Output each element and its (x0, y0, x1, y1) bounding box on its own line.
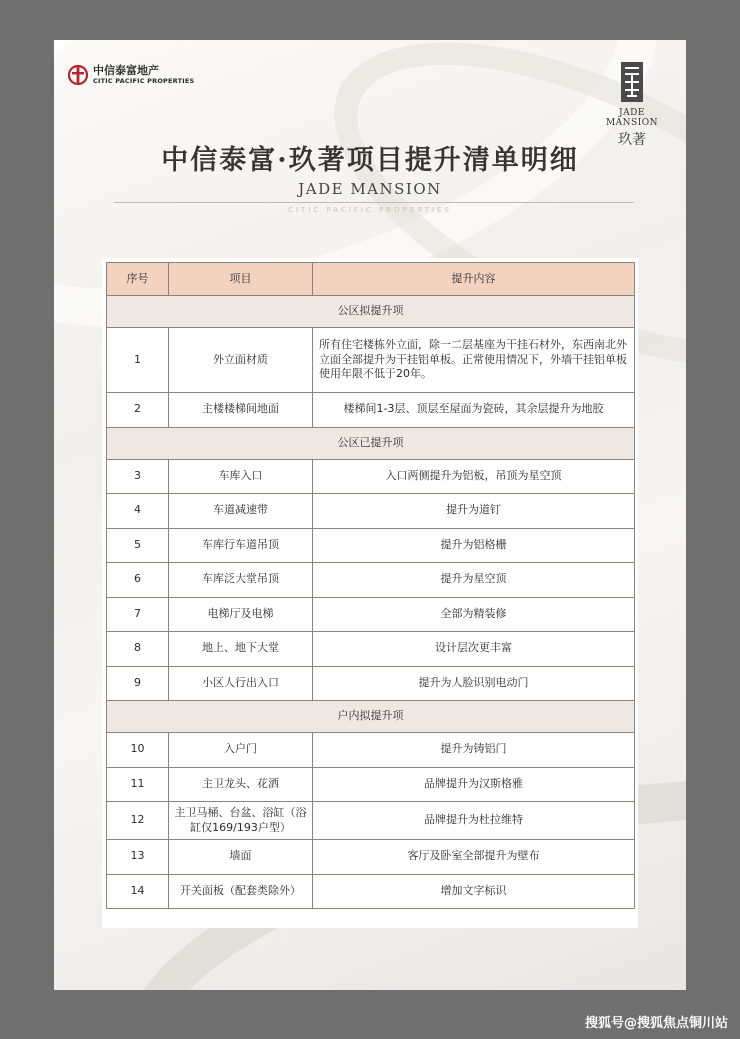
table-row (107, 494, 635, 529)
row-content: 提升为星空顶 (313, 563, 635, 598)
row-item: 车库行车道吊顶 (169, 528, 313, 563)
row-content: 客厅及卧室全部提升为壁布 (313, 840, 635, 875)
table-row (107, 459, 635, 494)
row-no: 6 (107, 563, 169, 598)
row-no: 5 (107, 528, 169, 563)
table-row (107, 874, 635, 909)
section-title: 公区拟提升项 (107, 296, 635, 328)
row-no: 14 (107, 874, 169, 909)
row-content: 提升为铸铝门 (313, 733, 635, 768)
page-subtitle: JADE MANSION (298, 180, 442, 198)
table-row (107, 767, 635, 802)
row-content: 提升为道钉 (313, 494, 635, 529)
row-item: 小区人行出入口 (169, 666, 313, 701)
table-row (107, 528, 635, 563)
row-item: 地上、地下大堂 (169, 632, 313, 667)
row-item: 车道减速带 (169, 494, 313, 529)
citic-logo-icon (68, 64, 88, 86)
row-no: 13 (107, 840, 169, 875)
section-title: 户内拟提升项 (107, 701, 635, 733)
row-no: 4 (107, 494, 169, 529)
row-content: 楼梯间1-3层、顶层至屋面为瓷砖，其余层提升为地胶 (313, 393, 635, 428)
row-content: 全部为精装修 (313, 597, 635, 632)
row-no: 7 (107, 597, 169, 632)
table-row (107, 632, 635, 667)
row-item: 主卫龙头、花洒 (169, 767, 313, 802)
row-no: 2 (107, 393, 169, 428)
row-item: 车库入口 (169, 459, 313, 494)
row-item: 入户门 (169, 733, 313, 768)
row-content: 品牌提升为杜拉维特 (313, 802, 635, 840)
row-item: 车库泛大堂吊顶 (169, 563, 313, 598)
page-title: 中信泰富·玖著项目提升清单明细 (161, 145, 579, 176)
row-content: 品牌提升为汉斯格雅 (313, 767, 635, 802)
row-content: 提升为铝格栅 (313, 528, 635, 563)
citic-logo (68, 64, 194, 86)
table-row (107, 328, 635, 393)
row-no: 1 (107, 328, 169, 393)
section-title: 公区已提升项 (107, 427, 635, 459)
table-row (107, 802, 635, 840)
row-no: 10 (107, 733, 169, 768)
row-item: 主楼楼梯间地面 (169, 393, 313, 428)
logo-cn-text: 中信泰富地产 (93, 64, 159, 78)
section-row (107, 701, 635, 733)
row-item: 墙面 (169, 840, 313, 875)
row-content: 设计层次更丰富 (313, 632, 635, 667)
row-item: 主卫马桶、台盆、浴缸（浴缸仅169/193户型） (169, 802, 313, 840)
document-sheet (54, 40, 686, 990)
row-content: 所有住宅楼栋外立面，除一二层基座为干挂石材外，东西南北外立面全部提升为干挂铝单板。正常使用情况下，外墙干挂铝单板使用年限不低于20年。 (313, 328, 635, 393)
row-content: 提升为人脸识别电动门 (313, 666, 635, 701)
row-content: 增加文字标识 (313, 874, 635, 909)
jade-mansion-cn: 玖著 (618, 132, 646, 148)
table-row (107, 563, 635, 598)
row-no: 9 (107, 666, 169, 701)
section-row (107, 427, 635, 459)
upgrade-table-container (102, 258, 638, 928)
row-content: 入口两侧提升为铝板，吊顶为星空顶 (313, 459, 635, 494)
row-item: 外立面材质 (169, 328, 313, 393)
jade-mansion-logo (592, 62, 672, 149)
divider (114, 202, 634, 203)
table-row (107, 393, 635, 428)
table-row (107, 733, 635, 768)
page-tagline: CITIC PACIFIC PROPERTIES (288, 206, 452, 214)
upgrade-table (106, 262, 635, 909)
row-item: 电梯厅及电梯 (169, 597, 313, 632)
table-header-row (107, 263, 635, 296)
table-row (107, 597, 635, 632)
row-no: 12 (107, 802, 169, 840)
table-row (107, 666, 635, 701)
logo-en-text: CITIC PACIFIC PROPERTIES (93, 77, 195, 86)
header-content: 提升内容 (313, 263, 635, 296)
header-no: 序号 (107, 263, 169, 296)
row-no: 3 (107, 459, 169, 494)
watermark-text: 搜狐号@搜狐焦点铜川站 (584, 1016, 728, 1031)
header-item: 项目 (169, 263, 313, 296)
row-no: 11 (107, 767, 169, 802)
row-no: 8 (107, 632, 169, 667)
table-row (107, 840, 635, 875)
section-row (107, 296, 635, 328)
jade-mansion-emblem-icon (621, 62, 643, 102)
jade-mansion-en: JADE MANSION (605, 108, 659, 128)
row-item: 开关面板（配套类除外） (169, 874, 313, 909)
